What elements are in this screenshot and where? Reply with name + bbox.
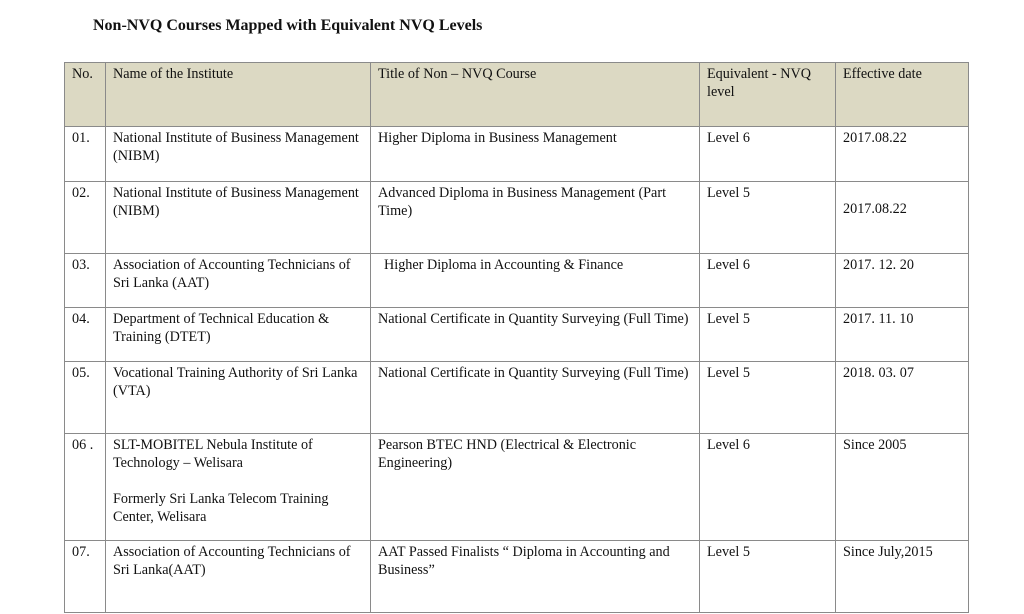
table-header-row (65, 63, 969, 127)
row-number: 05. (65, 362, 106, 434)
table-row (65, 362, 969, 434)
table-row (65, 541, 969, 613)
course-title: Advanced Diploma in Business Management (Part Time) (371, 182, 700, 254)
nvq-level: Level 6 (700, 254, 836, 308)
header-level: Equivalent - NVQ level (700, 63, 836, 127)
institute-name (106, 434, 371, 541)
nvq-level: Level 6 (700, 434, 836, 541)
nvq-level: Level 5 (700, 362, 836, 434)
institute-name: National Institute of Business Management (NIBM) (106, 182, 371, 254)
effective-date: 2017.08.22 (836, 127, 969, 182)
courses-table (64, 62, 969, 613)
row-number: 02. (65, 182, 106, 254)
institute-name-line: SLT-MOBITEL Nebula Institute of Technology – Welisara (113, 437, 313, 471)
table-row (65, 308, 969, 362)
header-no: No. (65, 63, 106, 127)
effective-date: 2017.08.22 (836, 182, 969, 254)
row-number: 01. (65, 127, 106, 182)
nvq-level: Level 6 (700, 127, 836, 182)
header-date: Effective date (836, 63, 969, 127)
course-title: Higher Diploma in Accounting & Finance (371, 254, 700, 308)
effective-date: 2017. 11. 10 (836, 308, 969, 362)
institute-former-name: Formerly Sri Lanka Telecom Training Center, Welisara (113, 491, 329, 525)
effective-date: 2017. 12. 20 (836, 254, 969, 308)
course-title: National Certificate in Quantity Surveying (Full Time) (371, 308, 700, 362)
row-number: 06 . (65, 434, 106, 541)
page-title: Non-NVQ Courses Mapped with Equivalent NVQ Levels (93, 17, 483, 34)
institute-name: Department of Technical Education & Training (DTET) (106, 308, 371, 362)
row-number: 04. (65, 308, 106, 362)
nvq-level: Level 5 (700, 541, 836, 613)
nvq-level: Level 5 (700, 308, 836, 362)
header-course: Title of Non – NVQ Course (371, 63, 700, 127)
course-title: AAT Passed Finalists “ Diploma in Accounting and Business” (371, 541, 700, 613)
table-row (65, 254, 969, 308)
table-row (65, 182, 969, 254)
institute-name: National Institute of Business Management (NIBM) (106, 127, 371, 182)
row-number: 07. (65, 541, 106, 613)
course-title: Pearson BTEC HND (Electrical & Electronic Engineering) (371, 434, 700, 541)
header-institute: Name of the Institute (106, 63, 371, 127)
course-title: National Certificate in Quantity Surveying (Full Time) (371, 362, 700, 434)
line-spacer (113, 472, 363, 490)
effective-date: Since July,2015 (836, 541, 969, 613)
effective-date: 2018. 03. 07 (836, 362, 969, 434)
effective-date: Since 2005 (836, 434, 969, 541)
institute-name: Vocational Training Authority of Sri Lanka (VTA) (106, 362, 371, 434)
row-number: 03. (65, 254, 106, 308)
table-row (65, 127, 969, 182)
institute-name: Association of Accounting Technicians of Sri Lanka(AAT) (106, 541, 371, 613)
nvq-level: Level 5 (700, 182, 836, 254)
institute-name: Association of Accounting Technicians of Sri Lanka (AAT) (106, 254, 371, 308)
table-row (65, 434, 969, 541)
course-title: Higher Diploma in Business Management (371, 127, 700, 182)
